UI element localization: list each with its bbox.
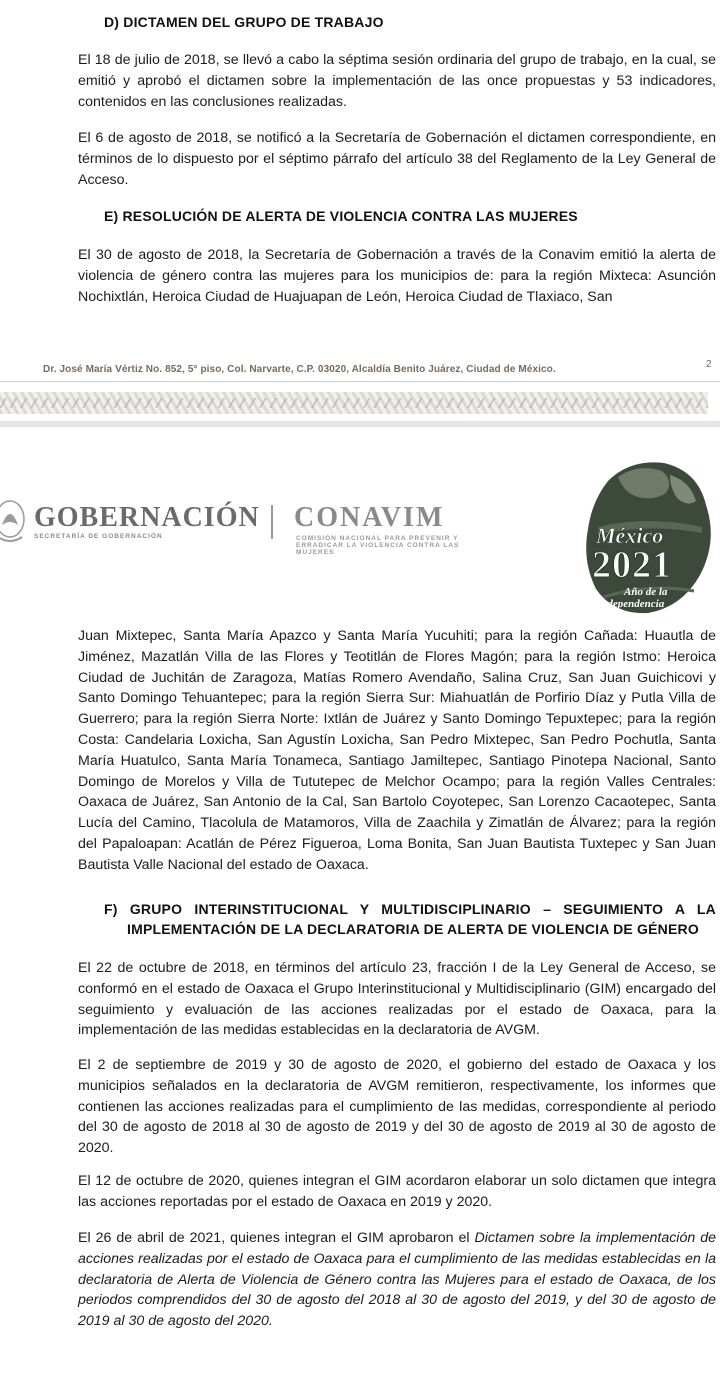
seal-year-text: 2021 <box>592 544 672 586</box>
decorative-pattern-overlay <box>0 398 708 408</box>
section-f-paragraph-2: El 2 de septiembre de 2019 y 30 de agosto de 2020, el gobierno del estado de Oaxaca y los municipios señalados en la declaratoria de AVGM remitieron, respectivamente, los informes que contienen las acciones realizadas para el cumplimiento de las medidas, correspondiente al periodo del 30 de agosto de 2018 al 30 de agosto de 2019 y del 30 de agosto de 2019 al 30 de agosto de 2020. <box>78 1057 716 1157</box>
section-e-heading: E) RESOLUCIÓN DE ALERTA DE VIOLENCIA CONTRA LAS MUJERES <box>104 208 578 224</box>
page-separator <box>0 421 720 427</box>
section-f-dictamen-title: Dictamen sobre la implementación de acciones realizadas por el estado de Oaxaca para el cumplimiento de las medidas establecidas en la declaratoria de Alerta de Violencia de Género contra las Mujeres para el estado de Oaxaca, de los periodos comprendidos del 30 de agosto del 2018 al 30 de agosto del 2019, y del 30 de agosto de 2019 al 30 de agosto del 2020. <box>78 1230 716 1330</box>
page-number: 2 <box>706 359 712 370</box>
section-f-heading-line-1: F) GRUPO INTERINSTITUCIONAL Y MULTIDISCIPLINARIO – SEGUIMIENTO A LA <box>104 901 716 917</box>
conavim-title: CONAVIM <box>294 502 445 533</box>
gobernacion-title: GOBERNACIÓN <box>34 502 260 533</box>
letterhead-divider <box>271 505 273 539</box>
section-f-paragraph-4 <box>78 1228 716 1332</box>
section-f-heading-line-2: IMPLEMENTACIÓN DE LA DECLARATORIA DE ALERTA DE VIOLENCIA DE GÉNERO <box>127 921 699 937</box>
section-d-heading: D) DICTAMEN DEL GRUPO DE TRABAJO <box>104 14 384 30</box>
section-f-paragraph-4-prefix: El 26 de abril de 2021, quienes integran el GIM aprobaron el <box>78 1230 475 1246</box>
gobernacion-subtitle: SECRETARÍA DE GOBERNACIÓN <box>34 533 163 540</box>
eagle-emblem-icon <box>0 497 28 552</box>
seal-mexico-text: México <box>596 523 664 548</box>
conavim-subtitle: COMISIÓN NACIONAL PARA PREVENIR Y ERRADICAR LA VIOLENCIA CONTRA LAS MUJERES <box>296 535 460 556</box>
section-d-paragraph-2: El 6 de agosto de 2018, se notificó a la Secretaría de Gobernación el dictamen correspondiente, en términos de lo dispuesto por el séptimo párrafo del artículo 38 del Reglamento de la Ley General de Acceso. <box>78 130 716 188</box>
section-f-paragraph-3: El 12 de octubre de 2020, quienes integran el GIM acordaron elaborar un solo dictamen que integra las acciones reportadas por el estado de Oaxaca en 2019 y 2020. <box>78 1173 716 1210</box>
footer-rule <box>0 381 720 382</box>
section-f-paragraph-1: El 22 de octubre de 2018, en términos del artículo 23, fracción I de la Ley General de Acceso, se conformó en el estado de Oaxaca el Grupo Interinstitucional y Multidisciplinario (GIM) encargado del seguimiento y evaluación de las acciones realizadas por el estado de Oaxaca, para la implementación de las medidas establecidas en la declaratoria de AVGM. <box>78 960 716 1039</box>
footer-address: Dr. José María Vértiz No. 852, 5° piso, Col. Narvarte, C.P. 03020, Alcaldía Benito Juárez, Ciudad de México. <box>43 364 556 375</box>
section-d-paragraph-1: El 18 de julio de 2018, se llevó a cabo la séptima sesión ordinaria del grupo de trabajo, en la cual, se emitió y aprobó el dictamen sobre la implementación de las once propuestas y 53 indicadores, contenidos en las conclusiones realizadas. <box>78 52 716 110</box>
continuation-paragraph: Juan Mixtepec, Santa María Apazco y Santa María Yucuhiti; para la región Cañada: Huautla de Jiménez, Mazatlán Villa de las Flores y Teotitlán de Flores Magón; para la región Istmo: Heroica Ciudad de Juchitán de Zaragoza, Matías Romero Avendaño, Salina Cruz, San Juan Guichicovi y Santo Domingo Tehuantepec; para la región Sierra Sur: Miahuatlán de Porfirio Díaz y Putla Villa de Guerrero; para la región Sierra Norte: Ixtlán de Juárez y Santo Domingo Tepuxtepec; para la región Costa: Candelaria Loxicha, San Agustín Loxicha, San Pedro Mixtepec, San Pedro Pochutla, Santa María Huatulco, Santa María Tonameca, Santiago Jamiltepec, Santiago Pinotepa Nacional, Santo Domingo de Morelos y Villa de Tututepec de Melchor Ocampo; para la región Valles Centrales: Oaxaca de Juárez, San Antonio de la Cal, San Bartolo Coyotepec, San Lorenzo Cacaotepec, Santa Lucía del Camino, Tlacolula de Matamoros, Villa de Zaachila y Zimatlán de Álvarez; para la región del Papaloapan: Acatlán de Pérez Figueroa, Loma Bonita, San Juan Bautista Tuxtepec y San Juan Bautista Valle Nacional del estado de Oaxaca. <box>78 628 716 873</box>
seal-independencia-text: Independencia <box>597 598 665 610</box>
section-e-paragraph-1: El 30 de agosto de 2018, la Secretaría de Gobernación a través de la Conavim emitió la alerta de violencia de género contra las mujeres para los municipios de: para la región Mixteca: Asunción Nochixtlán, Heroica Ciudad de Huajuapan de León, Heroica Ciudad de Tlaxiaco, San <box>78 247 716 305</box>
seal-ano-text: Año de la <box>624 586 668 598</box>
